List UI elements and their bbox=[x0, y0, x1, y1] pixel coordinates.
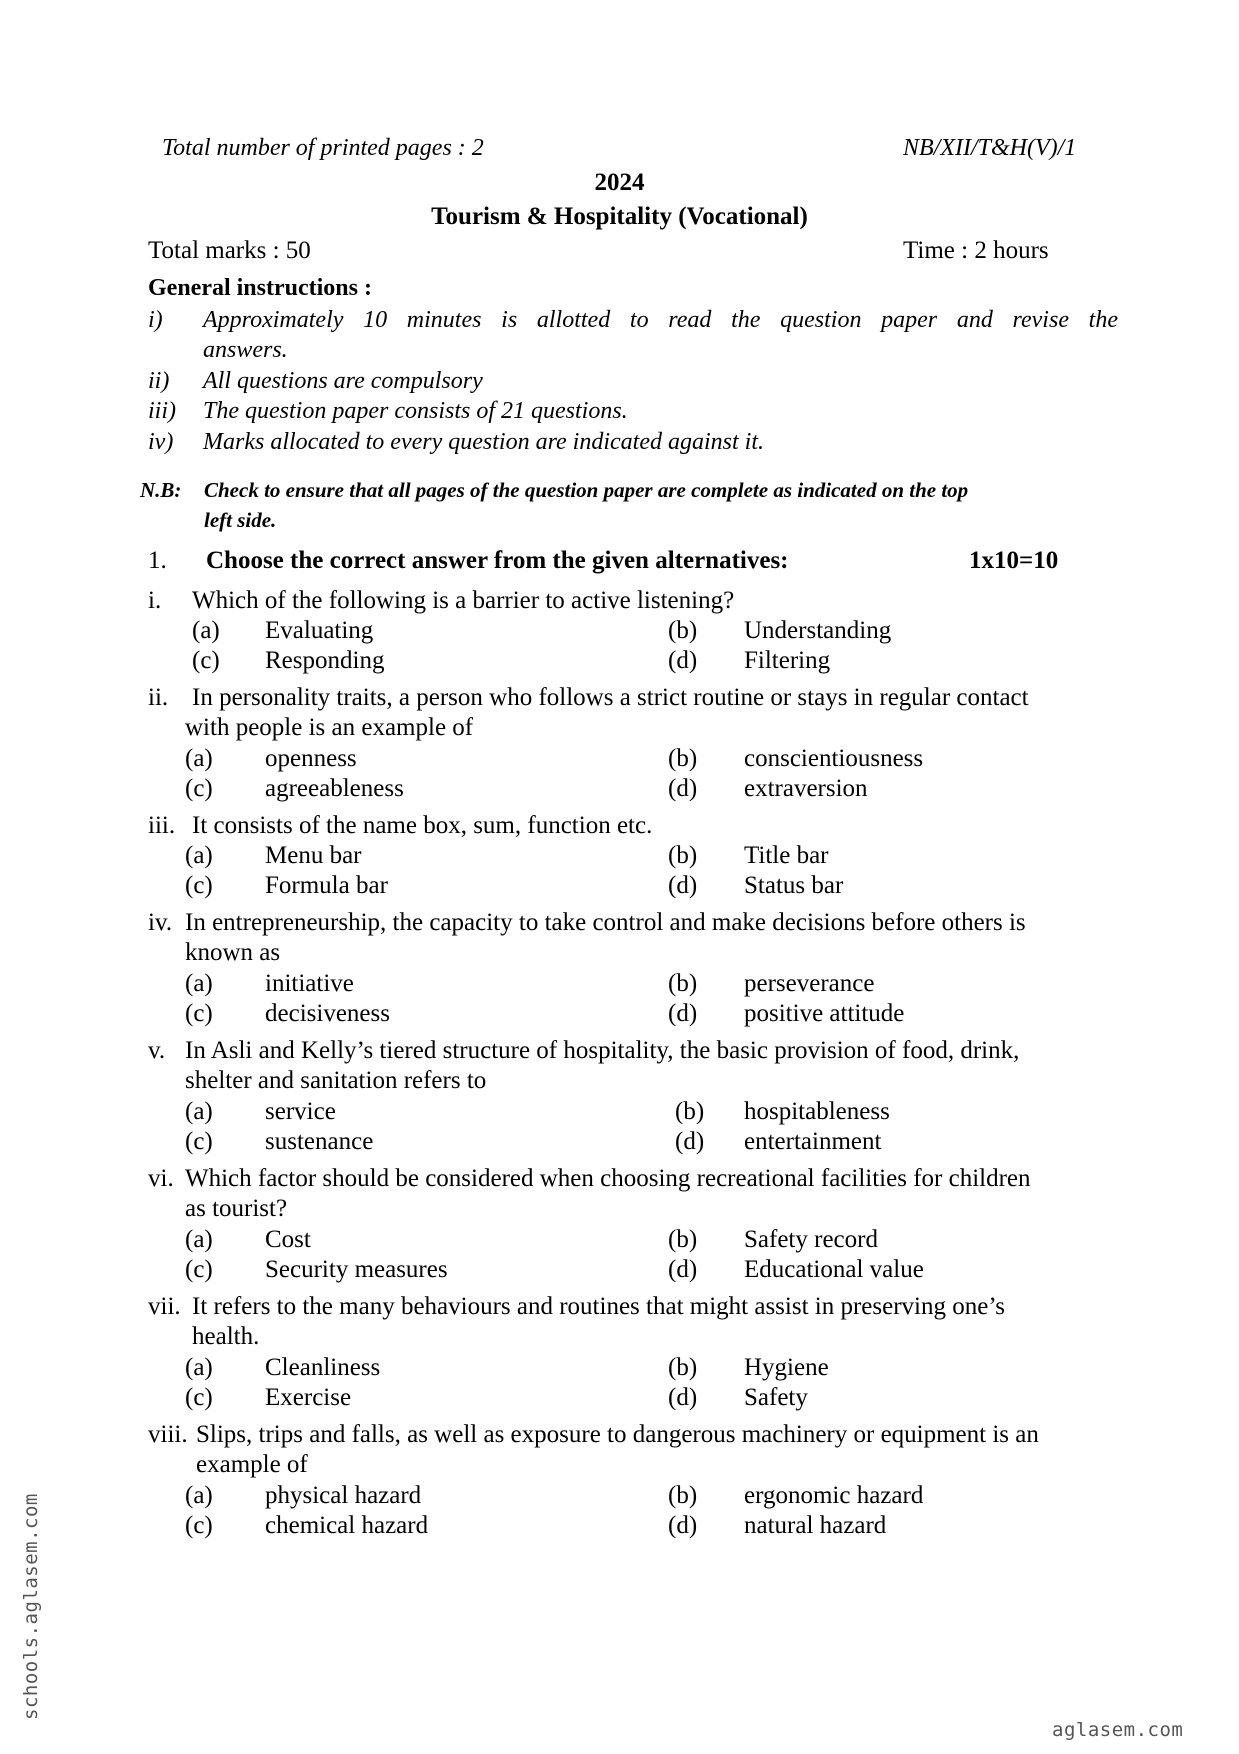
option-label: (c) bbox=[185, 1128, 213, 1155]
option-label: (b) bbox=[668, 1226, 698, 1253]
option-label: (a) bbox=[185, 970, 213, 997]
question-text-continued: shelter and sanitation refers to bbox=[185, 1067, 487, 1094]
nb-text-continued: left side. bbox=[204, 508, 277, 532]
option-text: conscientiousness bbox=[744, 745, 924, 772]
option-label: (a) bbox=[185, 745, 213, 772]
option-label: (b) bbox=[668, 970, 698, 997]
option-label: (a) bbox=[185, 842, 213, 869]
instructions-heading: General instructions : bbox=[148, 275, 372, 301]
question-number: iv. bbox=[148, 909, 173, 936]
option-label: (d) bbox=[668, 1384, 698, 1411]
question-text: It refers to the many behaviours and routines that might assist in preserving one’s bbox=[192, 1293, 1006, 1320]
option-label: (b) bbox=[668, 617, 698, 644]
option-text: Filtering bbox=[744, 647, 831, 674]
question-number: viii. bbox=[148, 1421, 188, 1448]
question-text-continued: example of bbox=[196, 1451, 308, 1478]
instruction-text: Approximately 10 minutes is allotted to read the question paper and revise the bbox=[203, 307, 1118, 333]
question-number: vii. bbox=[148, 1293, 181, 1320]
question-number: iii. bbox=[148, 812, 176, 839]
option-text: perseverance bbox=[744, 970, 875, 997]
option-text: Status bar bbox=[744, 872, 844, 899]
side-watermark: schools.aglasem.com bbox=[20, 1493, 42, 1720]
instruction-number: iv) bbox=[148, 429, 174, 455]
option-label: (b) bbox=[675, 1098, 705, 1125]
instruction-number: iii) bbox=[148, 398, 176, 424]
option-text: Menu bar bbox=[265, 842, 362, 869]
section-title: Choose the correct answer from the given alternatives: bbox=[206, 547, 789, 574]
question-number: i. bbox=[148, 587, 162, 614]
option-label: (a) bbox=[185, 1354, 213, 1381]
option-label: (c) bbox=[185, 775, 213, 802]
option-text: positive attitude bbox=[744, 1000, 905, 1027]
option-text: physical hazard bbox=[265, 1482, 422, 1509]
option-label: (a) bbox=[185, 1482, 213, 1509]
question-text: In personality traits, a person who follows a strict routine or stays in regular contact bbox=[192, 684, 1029, 711]
option-text: agreeableness bbox=[265, 775, 404, 802]
question-number: ii. bbox=[148, 684, 169, 711]
option-text: Cost bbox=[265, 1226, 311, 1253]
option-text: openness bbox=[265, 745, 357, 772]
instruction-text: All questions are compulsory bbox=[203, 368, 483, 394]
option-text: Understanding bbox=[744, 617, 892, 644]
option-text: entertainment bbox=[744, 1128, 882, 1155]
nb-text: Check to ensure that all pages of the question paper are complete as indicated on the top bbox=[204, 478, 969, 502]
option-label: (d) bbox=[668, 1000, 698, 1027]
option-label: (c) bbox=[185, 1384, 213, 1411]
option-label: (a) bbox=[192, 617, 220, 644]
instruction-text-continued: answers. bbox=[203, 337, 288, 363]
option-text: Exercise bbox=[265, 1384, 352, 1411]
exam-time: Time : 2 hours bbox=[903, 237, 1049, 264]
option-text: natural hazard bbox=[744, 1512, 887, 1539]
option-text: Hygiene bbox=[744, 1354, 829, 1381]
option-text: Responding bbox=[265, 647, 385, 674]
question-text-continued: with people is an example of bbox=[185, 714, 474, 741]
option-text: Safety record bbox=[744, 1226, 878, 1253]
instruction-number: ii) bbox=[148, 368, 170, 394]
option-text: extraversion bbox=[744, 775, 868, 802]
option-label: (d) bbox=[668, 872, 698, 899]
nb-label: N.B: bbox=[140, 478, 182, 502]
instruction-text: The question paper consists of 21 questions. bbox=[203, 398, 628, 424]
option-text: Security measures bbox=[265, 1256, 448, 1283]
question-text: Which of the following is a barrier to active listening? bbox=[192, 587, 735, 614]
question-text: Slips, trips and falls, as well as exposure to dangerous machinery or equipment is an bbox=[196, 1421, 1039, 1448]
option-text: Cleanliness bbox=[265, 1354, 381, 1381]
option-text: Formula bar bbox=[265, 872, 388, 899]
section-marks: 1x10=10 bbox=[969, 547, 1059, 574]
option-text: service bbox=[265, 1098, 336, 1125]
option-label: (c) bbox=[192, 647, 220, 674]
option-label: (c) bbox=[185, 1512, 213, 1539]
option-text: initiative bbox=[265, 970, 354, 997]
subject-title: Tourism & Hospitality (Vocational) bbox=[431, 203, 808, 230]
paper-code: NB/XII/T&H(V)/1 bbox=[903, 135, 1077, 161]
question-number: v. bbox=[148, 1037, 166, 1064]
option-label: (d) bbox=[668, 1256, 698, 1283]
question-number: vi. bbox=[148, 1165, 174, 1192]
instruction-number: i) bbox=[148, 307, 163, 333]
option-label: (c) bbox=[185, 872, 213, 899]
option-label: (d) bbox=[668, 775, 698, 802]
section-number: 1. bbox=[148, 547, 167, 574]
option-label: (a) bbox=[185, 1226, 213, 1253]
option-label: (c) bbox=[185, 1256, 213, 1283]
exam-year: 2024 bbox=[594, 169, 645, 196]
instruction-text: Marks allocated to every question are indicated against it. bbox=[203, 429, 764, 455]
question-text: In entrepreneurship, the capacity to take control and make decisions before others is bbox=[185, 909, 1026, 936]
question-text: It consists of the name box, sum, function etc. bbox=[192, 812, 653, 839]
option-text: chemical hazard bbox=[265, 1512, 429, 1539]
option-text: Safety bbox=[744, 1384, 808, 1411]
option-label: (b) bbox=[668, 842, 698, 869]
option-text: ergonomic hazard bbox=[744, 1482, 924, 1509]
question-text-continued: known as bbox=[185, 939, 281, 966]
option-label: (b) bbox=[668, 745, 698, 772]
option-text: Educational value bbox=[744, 1256, 924, 1283]
question-text: In Asli and Kelly’s tiered structure of hospitality, the basic provision of food, drink, bbox=[185, 1037, 1020, 1064]
option-label: (c) bbox=[185, 1000, 213, 1027]
option-label: (d) bbox=[668, 1512, 698, 1539]
option-label: (d) bbox=[668, 647, 698, 674]
question-text: Which factor should be considered when choosing recreational facilities for children bbox=[185, 1165, 1031, 1192]
option-label: (b) bbox=[668, 1482, 698, 1509]
question-text-continued: health. bbox=[192, 1323, 260, 1350]
option-label: (a) bbox=[185, 1098, 213, 1125]
option-text: Evaluating bbox=[265, 617, 374, 644]
footer-watermark: aglasem.com bbox=[1052, 1719, 1184, 1741]
option-text: hospitableness bbox=[744, 1098, 890, 1125]
option-text: decisiveness bbox=[265, 1000, 390, 1027]
total-marks: Total marks : 50 bbox=[148, 237, 311, 264]
question-text-continued: as tourist? bbox=[185, 1195, 288, 1222]
option-label: (d) bbox=[675, 1128, 705, 1155]
printed-pages-note: Total number of printed pages : 2 bbox=[162, 135, 484, 161]
option-text: sustenance bbox=[265, 1128, 374, 1155]
option-text: Title bar bbox=[744, 842, 829, 869]
option-label: (b) bbox=[668, 1354, 698, 1381]
